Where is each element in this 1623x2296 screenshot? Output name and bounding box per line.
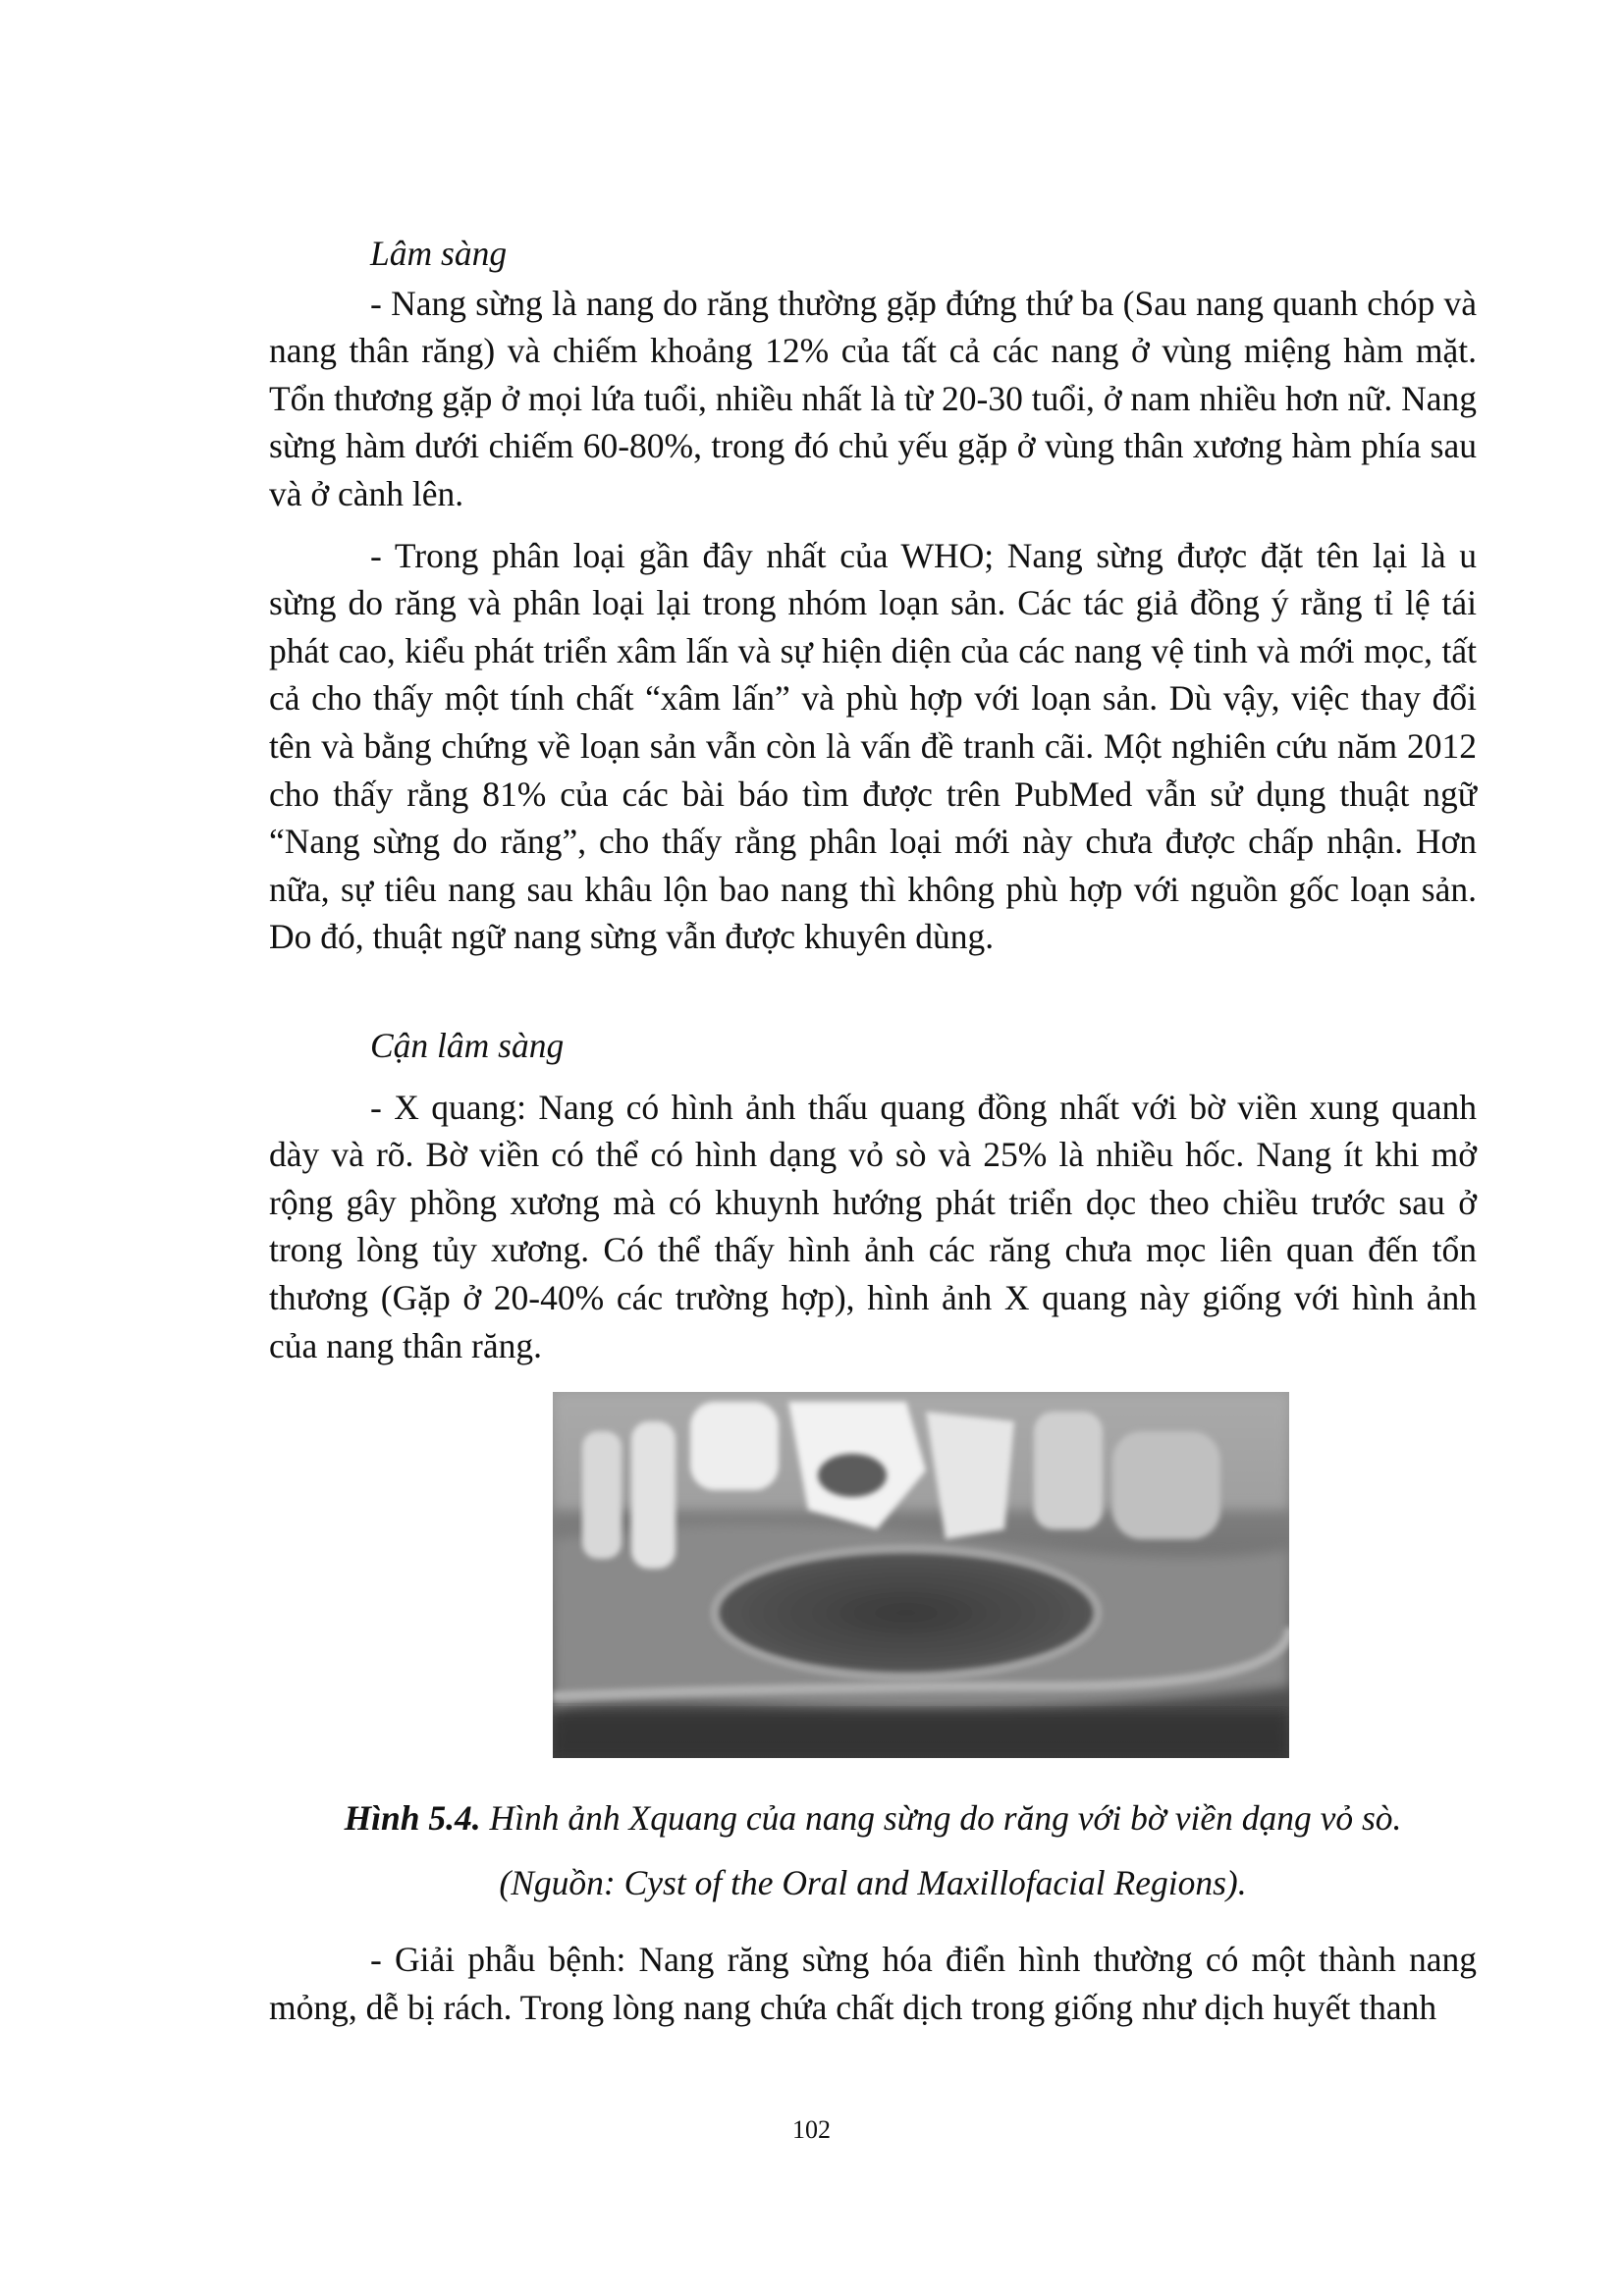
xray-figure [553, 1392, 1289, 1758]
figure-label: Hình 5.4. [344, 1798, 481, 1838]
figure-source: (Nguồn: Cyst of the Oral and Maxillofacial Regions). [499, 1863, 1247, 1902]
section-clinical [269, 230, 1477, 961]
paragraph-clinical-1: - Nang sừng là nang do răng thường gặp đứng thứ ba (Sau nang quanh chóp và nang thân răng) và chiếm khoảng 12% của tất cả các nang ở vùng miệng hàm mặt. Tổn thương gặp ở mọi lứa tuổi, nhiều nhất là từ 20-30 tuổi, ở nam nhiều hơn nữ. Nang sừng hàm dưới chiếm 60-80%, trong đó chủ yếu gặp ở vùng thân xương hàm phía sau và ở cành lên. [269, 283, 1477, 513]
section-heading-paraclinical: Cận lâm sàng [370, 1026, 565, 1065]
figure-caption-text: Hình ảnh Xquang của nang sừng do răng với bờ viền dạng vỏ sò. [480, 1798, 1402, 1838]
section-heading-clinical: Lâm sàng [370, 234, 508, 273]
xray-image [553, 1392, 1289, 1758]
page-number: 102 [792, 2115, 831, 2144]
section-pathology [269, 1936, 1477, 2031]
section-paraclinical [269, 1022, 1477, 1369]
paragraph-xray: - X quang: Nang có hình ảnh thấu quang đồng nhất với bờ viền xung quanh dày và rõ. Bờ viền có thể có hình dạng vỏ sò và 25% là nhiều hốc. Nang ít khi mở rộng gây phồng xương mà có khuynh hướng phát triển dọc theo chiều trước sau ở trong lòng tủy xương. Có thể thấy hình ảnh các răng chưa mọc liên quan đến tổn thương (Gặp ở 20-40% các trường hợp), hình ảnh X quang này giống với hình ảnh của nang thân răng. [269, 1087, 1477, 1365]
figure-caption [269, 1794, 1477, 1842]
paragraph-pathology: - Giải phẫu bệnh: Nang răng sừng hóa điển hình thường có một thành nang mỏng, dễ bị rách. Trong lòng nang chứa chất dịch trong giống như dịch huyết thanh [269, 1940, 1477, 2027]
paragraph-clinical-2: - Trong phân loại gần đây nhất của WHO; Nang sừng được đặt tên lại là u sừng do răng và phân loại lại trong nhóm loạn sản. Các tác giả đồng ý rằng tỉ lệ tái phát cao, kiểu phát triển xâm lấn và sự hiện diện của các nang vệ tinh và mới mọc, tất cả cho thấy một tính chất “xâm lấn” và phù hợp với loạn sản. Dù vậy, việc thay đổi tên và bằng chứng về loạn sản vẫn còn là vấn đề tranh cãi. Một nghiên cứu năm 2012 cho thấy rằng 81% của các bài báo tìm được trên PubMed vẫn sử dụng thuật ngữ “Nang sừng do răng”, cho thấy rằng phân loại mới này chưa được chấp nhận. Hơn nữa, sự tiêu nang sau khâu lộn bao nang thì không phù hợp với nguồn gốc loạn sản. Do đó, thuật ngữ nang sừng vẫn được khuyên dùng. [269, 535, 1477, 957]
